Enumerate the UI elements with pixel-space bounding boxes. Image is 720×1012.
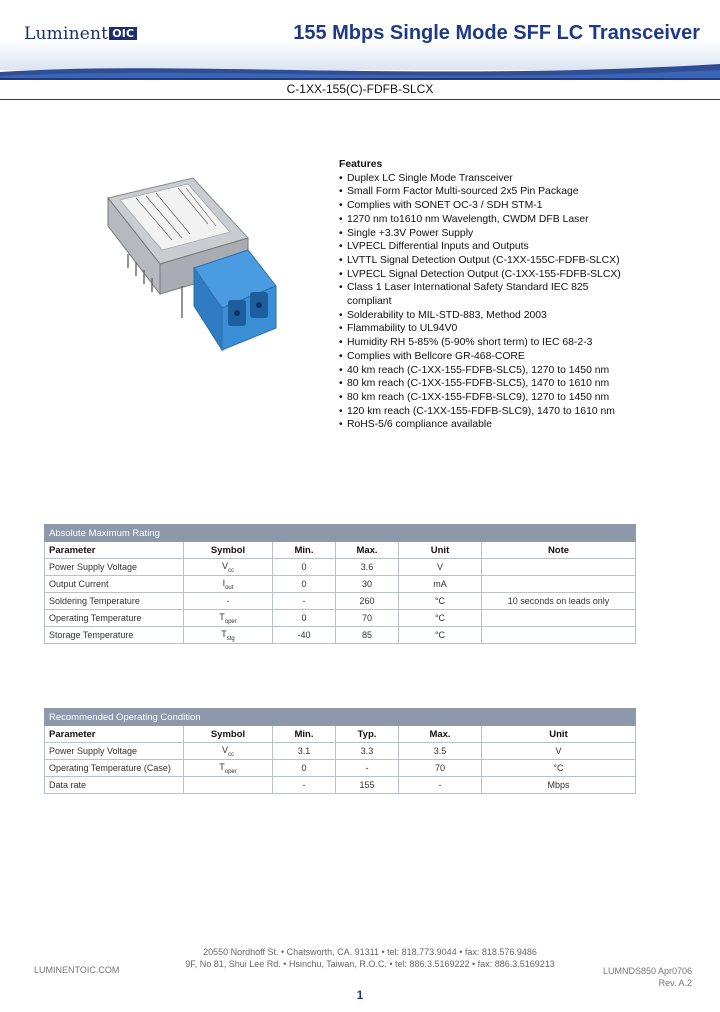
table-cell: 155 — [336, 777, 399, 794]
feature-item: • Complies with SONET OC-3 / SDH STM-1 — [339, 199, 639, 213]
table-cell — [482, 627, 636, 644]
feature-item: • LVPECL Differential Inputs and Outputs — [339, 240, 639, 254]
transceiver-image — [98, 168, 288, 368]
feature-item: • Duplex LC Single Mode Transceiver — [339, 172, 639, 186]
symbol-cell — [184, 610, 273, 627]
table-cell: °C — [482, 760, 636, 777]
feature-item: • 120 km reach (C-1XX-155-FDFB-SLC9), 1470 to 1610 nm — [339, 405, 639, 419]
column-header: Max. — [336, 542, 399, 559]
table-cell: 70 — [336, 610, 399, 627]
recommended-operating-condition-table — [44, 708, 636, 794]
symbol-text: V — [221, 560, 228, 571]
table-cell: 3.1 — [273, 743, 336, 760]
table-cell: 30 — [336, 576, 399, 593]
feature-item: • Solderability to MIL-STD-883, Method 2003 — [339, 309, 639, 323]
table-cell: - — [273, 777, 336, 794]
table-row — [45, 559, 636, 576]
table-cell: Power Supply Voltage — [45, 559, 184, 576]
part-number: C-1XX-155(C)-FDFB-SLCX — [286, 82, 434, 96]
symbol-text: I — [222, 577, 226, 588]
footer-website: LUMINENTOIC.COM — [34, 965, 120, 975]
feature-item: • Humidity RH 5-85% (5-90% short term) to IEC 68-2-3 — [339, 336, 639, 350]
symbol-text: T — [219, 761, 225, 772]
symbol-subscript: oper — [224, 768, 237, 775]
table-row — [45, 610, 636, 627]
feature-item: • 1270 nm to1610 nm Wavelength, CWDM DFB Laser — [339, 213, 639, 227]
feature-item: compliant — [347, 296, 392, 308]
table-cell: 10 seconds on leads only — [482, 593, 636, 610]
table-cell: - — [336, 760, 399, 777]
revision: Rev. A.2 — [658, 978, 692, 988]
table-cell: 0 — [273, 559, 336, 576]
column-header: Max. — [399, 726, 482, 743]
feature-item: • 80 km reach (C-1XX-155-FDFB-SLC5), 1470 to 1610 nm — [339, 377, 639, 391]
symbol-subscript: cc — [228, 751, 234, 758]
table-caption: Recommended Operating Condition — [45, 709, 636, 726]
table-cell: °C — [399, 627, 482, 644]
symbol-cell — [184, 743, 273, 760]
table-cell: 260 — [336, 593, 399, 610]
column-header: Symbol — [184, 542, 273, 559]
symbol-cell — [184, 777, 273, 794]
feature-item: • 40 km reach (C-1XX-155-FDFB-SLC5), 1270 to 1450 nm — [339, 364, 639, 378]
column-header: Typ. — [336, 726, 399, 743]
table-cell: 0 — [273, 610, 336, 627]
column-header: Parameter — [45, 726, 184, 743]
table-cell: Output Current — [45, 576, 184, 593]
table-cell: -40 — [273, 627, 336, 644]
table-cell: V — [399, 559, 482, 576]
table-cell: V — [482, 743, 636, 760]
table-cell: Operating Temperature (Case) — [45, 760, 184, 777]
company-logo — [24, 24, 137, 44]
table-cell: °C — [399, 610, 482, 627]
table-cell: Storage Temperature — [45, 627, 184, 644]
feature-item: • Class 1 Laser International Safety Standard IEC 825 — [339, 281, 639, 295]
column-header: Min. — [273, 726, 336, 743]
table-row — [45, 743, 636, 760]
features-section — [339, 158, 639, 432]
column-header: Min. — [273, 542, 336, 559]
table-cell: 70 — [399, 760, 482, 777]
header-swoosh — [0, 58, 720, 80]
feature-item: • LVTTL Signal Detection Output (C-1XX-155C-FDFB-SLCX) — [339, 254, 639, 268]
features-list — [339, 172, 639, 432]
symbol-text: T — [221, 628, 227, 639]
feature-item: • LVPECL Signal Detection Output (C-1XX-155-FDFB-SLCX) — [339, 268, 639, 282]
table-cell: 0 — [273, 576, 336, 593]
column-header: Unit — [399, 542, 482, 559]
table-cell: 3.6 — [336, 559, 399, 576]
table-cell: Mbps — [482, 777, 636, 794]
footer-address-line: 20550 Nordhoff St. • Chatsworth, CA. 91311 • tel: 818.773.9044 • fax: 818.576.9486 — [203, 947, 537, 957]
column-header: Note — [482, 542, 636, 559]
document-id: LUMNDS850 Apr0706 — [602, 966, 692, 976]
table-cell: 3.3 — [336, 743, 399, 760]
table-cell: - — [273, 593, 336, 610]
document-title: 155 Mbps Single Mode SFF LC Transceiver — [293, 22, 700, 44]
absolute-maximum-rating-table — [44, 524, 636, 644]
logo-box: OIC — [109, 27, 137, 40]
symbol-subscript: stg — [226, 635, 235, 642]
logo-text: Luminent — [24, 24, 109, 44]
symbol-cell — [184, 559, 273, 576]
symbol-text: - — [226, 596, 230, 606]
table-cell: Power Supply Voltage — [45, 743, 184, 760]
table-row — [45, 777, 636, 794]
table-cell — [482, 576, 636, 593]
table-cell: Soldering Temperature — [45, 593, 184, 610]
table-row — [45, 627, 636, 644]
symbol-cell — [184, 760, 273, 777]
footer-doc-info — [603, 965, 692, 989]
feature-item: • RoHS-5/6 compliance available — [339, 418, 639, 432]
table-row — [45, 593, 636, 610]
column-header: Unit — [482, 726, 636, 743]
page-number: 1 — [356, 988, 364, 1002]
symbol-text: V — [221, 744, 228, 755]
feature-item: • Flammability to UL94V0 — [339, 322, 639, 336]
column-header: Symbol — [184, 726, 273, 743]
table-row — [45, 576, 636, 593]
features-heading: Features — [339, 159, 383, 170]
column-header: Parameter — [45, 542, 184, 559]
footer-address-line: 9F, No 81, Shui Lee Rd. • Hsinchu, Taiwan, R.O.C. • tel: 886.3.5169222 • fax: 886.3.5169213 — [185, 959, 555, 969]
table-cell: 85 — [336, 627, 399, 644]
symbol-subscript: cc — [228, 567, 234, 574]
table-cell: Data rate — [45, 777, 184, 794]
part-number-rule — [0, 99, 720, 100]
table-cell — [482, 610, 636, 627]
feature-item: • Complies with Bellcore GR-468-CORE — [339, 350, 639, 364]
footer-addresses — [170, 946, 570, 970]
table-cell: 3.5 — [399, 743, 482, 760]
table-cell: Operating Temperature — [45, 610, 184, 627]
feature-item: • Single +3.3V Power Supply — [339, 227, 639, 241]
table-cell — [482, 559, 636, 576]
symbol-cell — [184, 576, 273, 593]
symbol-subscript: out — [225, 584, 234, 591]
symbol-cell — [184, 627, 273, 644]
symbol-cell — [184, 593, 273, 610]
feature-item: • Small Form Factor Multi-sourced 2x5 Pin Package — [339, 185, 639, 199]
table-cell: 0 — [273, 760, 336, 777]
table-cell: °C — [399, 593, 482, 610]
table-cell: mA — [399, 576, 482, 593]
feature-item: • 80 km reach (C-1XX-155-FDFB-SLC9), 1270 to 1450 nm — [339, 391, 639, 405]
table-cell: - — [399, 777, 482, 794]
table-caption: Absolute Maximum Rating — [45, 525, 636, 542]
symbol-subscript: oper — [224, 618, 237, 625]
table-row — [45, 760, 636, 777]
symbol-text: T — [219, 611, 225, 622]
